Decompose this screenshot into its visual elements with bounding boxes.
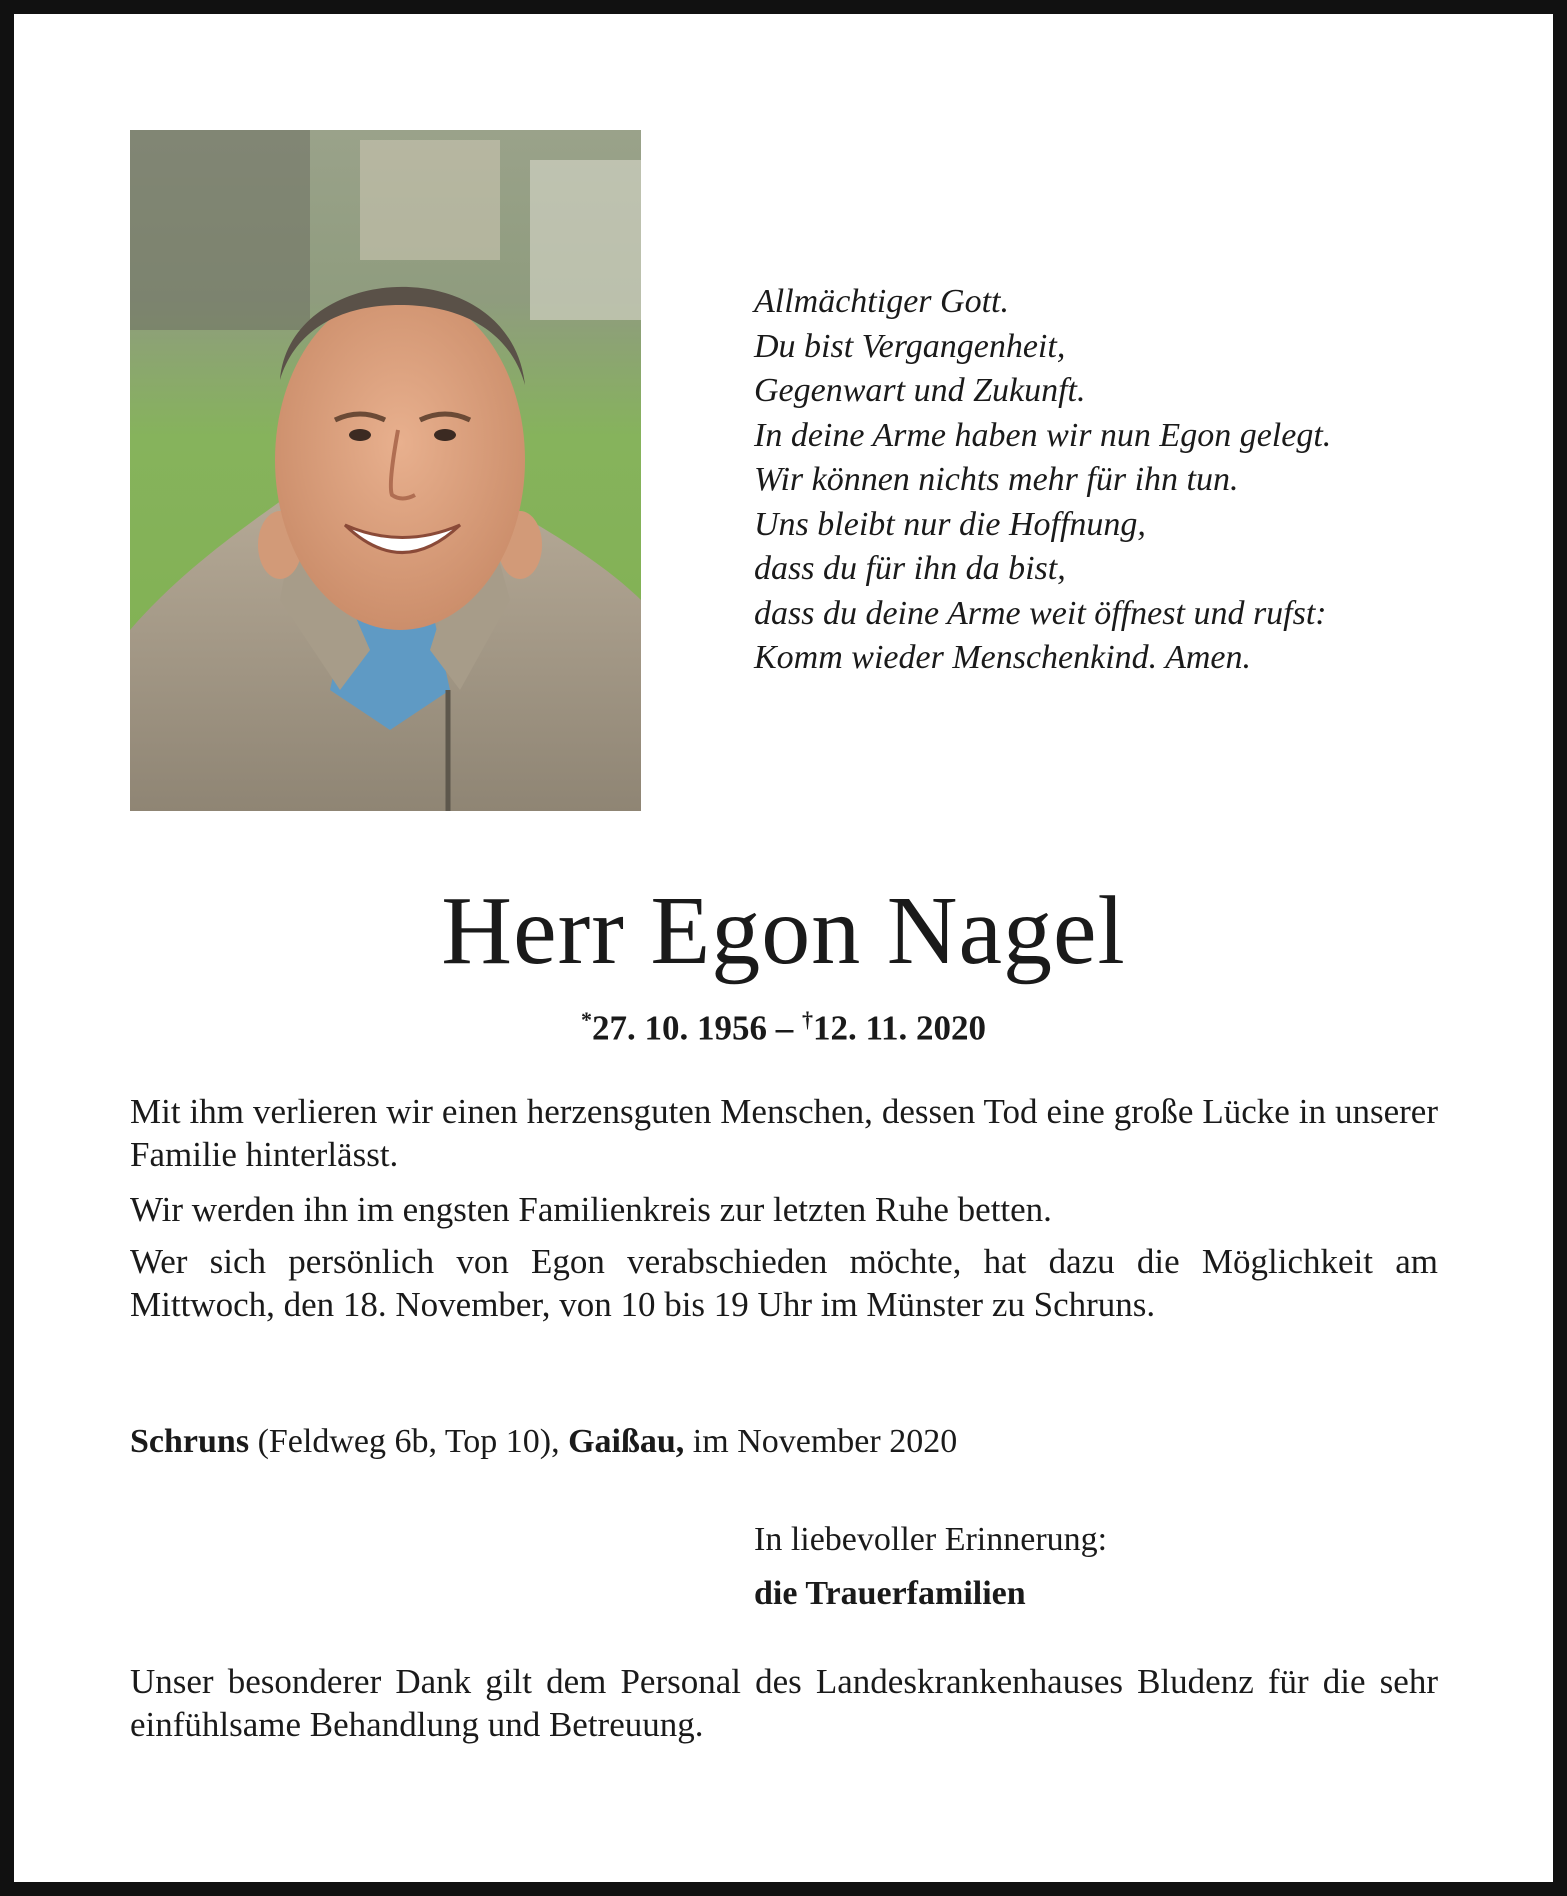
poem-line: Komm wieder Menschenkind. Amen. (754, 639, 1251, 676)
month-year: im November 2020 (684, 1423, 958, 1460)
birth-symbol: * (580, 1007, 592, 1032)
poem-line: dass du deine Arme weit öffnest und rufst: (754, 594, 1327, 632)
poem (754, 280, 1474, 681)
deceased-name: Herr Egon Nagel (441, 877, 1126, 985)
town-gaissau: Gaißau, (568, 1423, 685, 1460)
poem-line: Du bist Vergangenheit, (754, 327, 1066, 365)
closing-intro: In liebevoller Erinnerung: (754, 1521, 1108, 1558)
poem-line: dass du für ihn da bist, (754, 550, 1066, 587)
poem-line: Allmächtiger Gott. (754, 283, 1009, 320)
poem-line: Wir können nichts mehr für ihn tun. (754, 461, 1239, 498)
poem-line: Uns bleibt nur die Hoffnung, (754, 505, 1146, 543)
life-dates (0, 998, 1567, 1051)
town-schruns: Schruns (130, 1423, 250, 1460)
address: (Feldweg 6b, Top 10), (249, 1423, 569, 1460)
paragraph-farewell: Wer sich persönlich von Egon verabschieden möchte, hat dazu die Möglichkeit am Mittwoch, den 18. November, von 10 bis 19 Uhr im Münster zu Schruns. (130, 1242, 1438, 1324)
poem-line: In deine Arme haben wir nun Egon gelegt. (754, 416, 1332, 454)
portrait-photo (130, 130, 641, 811)
closing (754, 1513, 1107, 1621)
paragraph-burial: Wir werden ihn im engsten Familienkreis zur letzten Ruhe betten. (130, 1190, 1052, 1229)
paragraph-loss: Mit ihm verlieren wir einen herzensguten Menschen, dessen Tod eine große Lücke in unserer Familie hinterlässt. (130, 1092, 1438, 1174)
birth-date: 27. 10. 1956 (591, 1008, 767, 1048)
closing-family: die Trauerfamilien (754, 1575, 1026, 1612)
date-separator: – (766, 1008, 802, 1048)
portrait-photo-icon (130, 130, 641, 811)
paragraph-thanks: Unser besonderer Dank gilt dem Personal des Landeskrankenhauses Bludenz für die sehr einfühlsame Behandlung und Betreuung. (130, 1662, 1438, 1744)
death-symbol: † (801, 1007, 813, 1032)
place-date-line (130, 1420, 1438, 1464)
death-date: 12. 11. 2020 (812, 1008, 987, 1048)
poem-line: Gegenwart und Zukunft. (754, 372, 1086, 409)
